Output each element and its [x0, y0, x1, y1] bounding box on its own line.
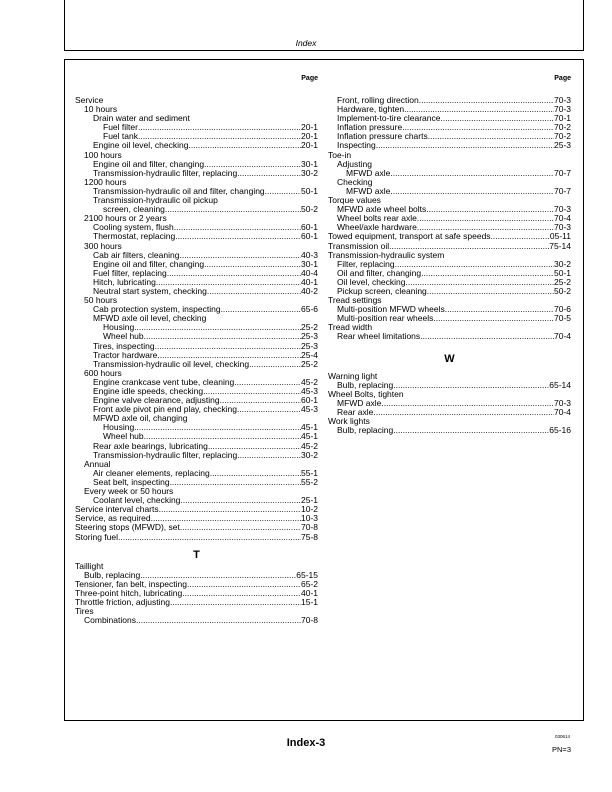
dot-leader [402, 123, 554, 132]
entry-text: Multi-position rear wheels [337, 314, 434, 324]
index-heading: 300 hours [84, 240, 122, 251]
index-entry [328, 278, 571, 287]
entry-page-ref: 70-3 [553, 398, 571, 408]
index-list-left [75, 96, 318, 625]
entry-page-ref: 55-1 [300, 468, 318, 478]
dot-leader [138, 132, 301, 141]
entry-page-ref: 70-1 [553, 114, 571, 124]
entry-page-ref: 25-1 [300, 496, 318, 506]
entry-page-ref: 30-2 [300, 450, 318, 460]
entry-page-ref: 70-7 [553, 186, 571, 196]
entry-text: Transmission-hydraulic oil level, checking [93, 359, 250, 369]
entry-page-ref: 65-15 [296, 570, 318, 580]
entry-page-ref: 45-1 [300, 423, 318, 433]
entry-text: Pickup screen, cleaning [337, 286, 427, 296]
index-entry [75, 533, 318, 542]
dot-leader [170, 478, 301, 487]
entry-text: Inflation pressure charts [337, 132, 428, 142]
index-heading: Wheel Bolts, tighten [328, 388, 404, 399]
index-entry [328, 105, 571, 114]
entry-page-ref: 70-4 [553, 332, 571, 342]
index-entry [328, 123, 571, 132]
entry-page-ref: 70-3 [553, 105, 571, 115]
entry-page-ref: 65-14 [549, 380, 571, 390]
entry-page-ref: 50-1 [553, 268, 571, 278]
index-entry [75, 160, 318, 169]
dot-leader [381, 399, 554, 408]
index-heading: Taillight [75, 560, 104, 571]
index-entry [75, 251, 318, 260]
dot-leader [210, 469, 301, 478]
dot-leader [203, 387, 301, 396]
entry-text: Coolant level, checking [93, 496, 181, 506]
entry-text: Housing [103, 323, 135, 333]
entry-text: Wheel bolts rear axle [337, 214, 417, 224]
dot-leader [134, 423, 301, 432]
entry-page-ref: 40-1 [300, 588, 318, 598]
dot-leader [491, 232, 550, 241]
entry-page-ref: 25-3 [300, 341, 318, 351]
entry-text: Fuel filter [103, 123, 138, 133]
entry-page-ref: 45-3 [300, 387, 318, 396]
entry-text: Fuel filter, replacing [93, 268, 167, 278]
dot-leader [170, 598, 301, 607]
index-column-left [75, 74, 318, 625]
entry-text: Rear axle bearings, lubricating [93, 441, 208, 451]
index-entry [75, 598, 318, 607]
entry-page-ref: 50-1 [300, 186, 318, 196]
entry-text: Throttle friction, adjusting [75, 597, 170, 607]
entry-text: Wheel/axle hardware [337, 223, 417, 233]
dot-leader [376, 141, 554, 150]
entry-text: Towed equipment, transport at safe speeds [328, 232, 491, 242]
entry-page-ref: 20-1 [300, 123, 318, 133]
index-entry [75, 496, 318, 505]
entry-text: Fuel tank [103, 132, 138, 142]
index-entry [328, 232, 571, 241]
entry-text: Engine idle speeds, checking [93, 387, 204, 396]
footer-index-label: Index-3 [286, 737, 326, 749]
section-letter: W [444, 352, 455, 365]
entry-page-ref: 60-1 [300, 223, 318, 233]
index-heading: 50 hours [84, 295, 118, 306]
entry-page-ref: 70-6 [553, 305, 571, 315]
entry-page-ref: 05-11 [549, 232, 571, 242]
dot-leader [180, 523, 301, 532]
index-entry [75, 505, 318, 514]
index-entry [75, 514, 318, 523]
dot-leader [188, 141, 301, 150]
entry-text: Housing [103, 423, 135, 433]
entry-page-ref: 70-4 [553, 407, 571, 417]
entry-text: Engine oil and filter, changing [93, 159, 205, 169]
entry-text: Engine oil level, checking [93, 141, 189, 151]
index-heading: Tread width [328, 322, 373, 333]
entry-page-ref: 30-1 [300, 159, 318, 169]
entry-page-ref: 70-5 [553, 314, 571, 324]
index-entry [75, 571, 318, 580]
index-heading: Transmission-hydraulic system [328, 249, 445, 260]
entry-page-ref: 65-6 [300, 305, 318, 315]
entry-text: Combinations [84, 616, 136, 626]
dot-leader [159, 505, 301, 514]
index-entry [75, 423, 318, 432]
entry-page-ref: 10-3 [300, 514, 318, 524]
index-entry [328, 332, 571, 341]
dot-leader [221, 305, 301, 314]
entry-page-ref: 65-16 [549, 426, 571, 436]
dot-leader [220, 396, 301, 405]
footer-code: 030614 [554, 734, 570, 739]
entry-page-ref: 25-2 [300, 323, 318, 333]
entry-page-ref: 70-3 [553, 223, 571, 233]
entry-text: Engine valve clearance, adjusting [93, 396, 220, 406]
entry-text: MFWD axle [346, 186, 391, 196]
entry-page-ref: 40-4 [300, 268, 318, 278]
index-entry [75, 123, 318, 132]
entry-text: Cab air filters, cleaning [93, 250, 180, 260]
dot-leader [134, 323, 301, 332]
dot-leader [144, 332, 301, 341]
index-heading: Annual [84, 458, 111, 469]
dot-leader [175, 232, 301, 241]
dot-leader [433, 314, 554, 323]
dot-leader [234, 378, 301, 387]
index-entry [75, 378, 318, 387]
index-heading: Checking [337, 176, 373, 187]
index-heading: Toe-in [328, 149, 352, 160]
index-entry [328, 426, 571, 435]
index-entry [328, 260, 571, 269]
entry-text: Multi-position MFWD wheels [337, 305, 445, 315]
index-entry [75, 351, 318, 360]
index-entry [75, 223, 318, 232]
entry-page-ref: 70-4 [553, 214, 571, 224]
dot-leader [207, 287, 301, 296]
dot-leader [138, 123, 301, 132]
entry-text: Filter, replacing [337, 259, 395, 269]
index-entry [75, 132, 318, 141]
dot-leader [393, 381, 549, 390]
dot-leader [419, 96, 554, 105]
index-heading: Service [75, 95, 104, 105]
dot-leader [406, 278, 554, 287]
dot-leader [445, 305, 554, 314]
entry-page-ref: 25-4 [300, 350, 318, 360]
entry-text: Air cleaner elements, replacing [93, 468, 210, 478]
entry-text: Hitch, lubricating [93, 277, 156, 287]
dot-leader [421, 269, 554, 278]
entry-page-ref: 45-2 [300, 377, 318, 387]
dot-leader [390, 169, 554, 178]
entry-page-ref: 45-1 [300, 432, 318, 442]
index-entry [328, 399, 571, 408]
entry-text: Bulb, replacing [84, 570, 141, 580]
footer-page-number: PN=3 [552, 745, 571, 754]
dot-leader [440, 114, 554, 123]
dot-leader [393, 426, 549, 435]
entry-page-ref: 60-1 [300, 232, 318, 242]
dot-leader [417, 214, 554, 223]
dot-leader [187, 580, 301, 589]
entry-text: Cab protection system, inspecting [93, 305, 221, 315]
entry-page-ref: 75-8 [300, 532, 318, 542]
entry-page-ref: 70-3 [553, 205, 571, 215]
entry-page-ref: 25-3 [553, 141, 571, 151]
page-column-label: Page [301, 75, 318, 82]
dot-leader [417, 223, 554, 232]
dot-leader [426, 205, 554, 214]
entry-text: Wheel hub [103, 432, 144, 442]
index-entry [328, 96, 571, 105]
entry-text: Hardware, tighten [337, 105, 405, 115]
index-entry [328, 223, 571, 232]
entry-page-ref: 30-2 [300, 168, 318, 178]
entry-page-ref: 40-3 [300, 250, 318, 260]
index-heading: 600 hours [84, 367, 122, 378]
index-entry [328, 305, 571, 314]
entry-text: Transmission oil [328, 241, 390, 251]
entry-text: Front, rolling direction [337, 96, 419, 105]
entry-text: Transmission-hydraulic oil and filter, changing [93, 186, 265, 196]
entry-text: Inflation pressure [337, 123, 403, 133]
entry-text: Rear wheel limitations [337, 332, 421, 342]
index-entry [75, 580, 318, 589]
index-heading: 10 hours [84, 104, 118, 115]
dot-leader [182, 589, 301, 598]
entry-page-ref: 40-2 [300, 286, 318, 296]
index-entry [75, 323, 318, 332]
entry-page-ref: 70-2 [553, 132, 571, 142]
entry-page-ref: 70-7 [553, 168, 571, 178]
entry-page-ref: 10-2 [300, 505, 318, 515]
dot-leader [237, 451, 301, 460]
index-heading: Adjusting [337, 158, 372, 169]
index-entry [75, 451, 318, 460]
entry-text: Three-point hitch, lubricating [75, 588, 183, 598]
index-heading: Tires [75, 606, 94, 617]
entry-page-ref: 45-3 [300, 405, 318, 415]
index-entry [75, 260, 318, 269]
index-heading: 100 hours [84, 149, 122, 160]
dot-leader [136, 616, 301, 625]
entry-text: Seat belt, inspecting [93, 477, 170, 487]
entry-page-ref: 30-2 [553, 259, 571, 269]
entry-text: Wheel hub [103, 332, 144, 342]
entry-page-ref: 45-2 [300, 441, 318, 451]
entry-page-ref: 30-1 [300, 259, 318, 269]
dot-leader [140, 571, 296, 580]
entry-text: Service, as required [75, 514, 151, 524]
entry-text: Tensioner, fan belt, inspecting [75, 579, 187, 589]
dot-leader [204, 260, 301, 269]
entry-text: MFWD axle [337, 398, 382, 408]
entry-text: Engine oil and filter, changing [93, 259, 205, 269]
dot-leader [420, 332, 554, 341]
dot-leader [249, 360, 301, 369]
entry-page-ref: 20-1 [300, 141, 318, 151]
dot-leader [395, 260, 554, 269]
entry-page-ref: 40-1 [300, 277, 318, 287]
dot-leader [144, 432, 301, 441]
section-letter: T [193, 548, 200, 561]
index-entry [328, 205, 571, 214]
dot-leader [427, 287, 554, 296]
dot-leader [204, 160, 301, 169]
entry-text: Bulb, replacing [337, 426, 394, 436]
index-entry [75, 469, 318, 478]
index-heading: MFWD axle oil level, checking [93, 313, 207, 324]
index-entry [75, 278, 318, 287]
dot-leader [237, 169, 301, 178]
entry-page-ref: 75-14 [549, 241, 571, 251]
entry-page-ref: 20-1 [300, 132, 318, 142]
entry-text: Front axle pivot pin end play, checking [93, 405, 237, 415]
index-heading: Work lights [328, 416, 370, 426]
dot-leader [118, 533, 301, 542]
index-heading: 2100 hours or 2 years [84, 213, 167, 224]
index-heading: Every week or 50 hours [84, 486, 174, 497]
entry-text: Storing fuel [75, 532, 118, 542]
entry-page-ref: 70-8 [300, 616, 318, 626]
dot-leader [151, 514, 301, 523]
entry-page-ref: 70-2 [553, 123, 571, 133]
entry-text: Bulb, replacing [337, 380, 394, 390]
index-entry [75, 396, 318, 405]
entry-page-ref: 70-3 [553, 96, 571, 105]
index-entry [75, 387, 318, 396]
index-entry [75, 332, 318, 341]
entry-text: Oil and filter, changing [337, 268, 422, 278]
index-entry [75, 523, 318, 532]
entry-text: Engine crankcase vent tube, cleaning [93, 377, 235, 387]
index-entry [75, 432, 318, 441]
entry-text: Oil level, checking [337, 277, 406, 287]
dot-leader [180, 496, 301, 505]
entry-text: Cooling system, flush [93, 223, 174, 233]
dot-leader [157, 351, 301, 360]
entry-text: Neutral start system, checking [93, 286, 207, 296]
entry-page-ref: 25-2 [300, 359, 318, 369]
entry-text: Transmission-hydraulic filter, replacing [93, 168, 238, 178]
index-entry [75, 269, 318, 278]
index-entry [328, 132, 571, 141]
dot-leader [156, 278, 301, 287]
dot-leader [179, 251, 301, 260]
entry-text: Inspecting [337, 141, 376, 151]
entry-page-ref: 15-1 [300, 597, 318, 607]
entry-page-ref: 50-2 [300, 205, 318, 215]
dot-leader [155, 342, 301, 351]
entry-text: Tractor hardware [93, 350, 158, 360]
index-entry [75, 589, 318, 598]
entry-page-ref: 60-1 [300, 396, 318, 406]
entry-text: Rear axle [337, 407, 374, 417]
entry-page-ref: 65-2 [300, 579, 318, 589]
index-list-right [328, 96, 571, 435]
entry-page-ref: 25-2 [553, 277, 571, 287]
dot-leader [174, 223, 301, 232]
entry-text: Transmission-hydraulic filter, replacing [93, 450, 238, 460]
index-heading: Warning light [328, 370, 378, 381]
index-entry [75, 616, 318, 625]
entry-text: Implement-to-tire clearance [337, 114, 441, 124]
index-heading: Torque values [328, 195, 381, 206]
page-header-title: Index [295, 38, 317, 48]
entry-text: Steering stops (MFWD), set [75, 523, 180, 533]
index-entry [328, 269, 571, 278]
index-heading: MFWD axle oil, changing [93, 413, 188, 424]
index-entry [328, 141, 571, 150]
entry-text: Tires, inspecting [93, 341, 155, 351]
dot-leader [208, 442, 301, 451]
index-entry [75, 342, 318, 351]
dot-leader [237, 405, 301, 414]
entry-text: MFWD axle wheel bolts [337, 205, 427, 215]
dot-leader [373, 408, 554, 417]
entry-page-ref: 50-2 [553, 286, 571, 296]
index-heading: 1200 hours [84, 176, 127, 187]
entry-text: Thermostat, replacing [93, 232, 176, 242]
dot-leader [165, 205, 301, 214]
entry-page-ref: 55-2 [300, 477, 318, 487]
dot-leader [404, 105, 554, 114]
dot-leader [167, 269, 301, 278]
page-column-label: Page [554, 75, 571, 82]
dot-leader [265, 187, 301, 196]
index-entry [328, 214, 571, 223]
dot-leader [390, 187, 554, 196]
index-heading: Transmission-hydraulic oil pickup [93, 195, 218, 206]
index-column-right [328, 74, 571, 435]
index-entry [328, 114, 571, 123]
entry-text: Service interval charts [75, 505, 159, 515]
entry-text: MFWD axle [346, 168, 391, 178]
entry-page-ref: 70-8 [300, 523, 318, 533]
dot-leader [428, 132, 554, 141]
index-heading: Tread settings [328, 295, 382, 306]
entry-page-ref: 25-3 [300, 332, 318, 342]
entry-text: screen, cleaning [103, 205, 165, 215]
index-heading: Drain water and sediment [93, 113, 190, 124]
index-entry [75, 442, 318, 451]
